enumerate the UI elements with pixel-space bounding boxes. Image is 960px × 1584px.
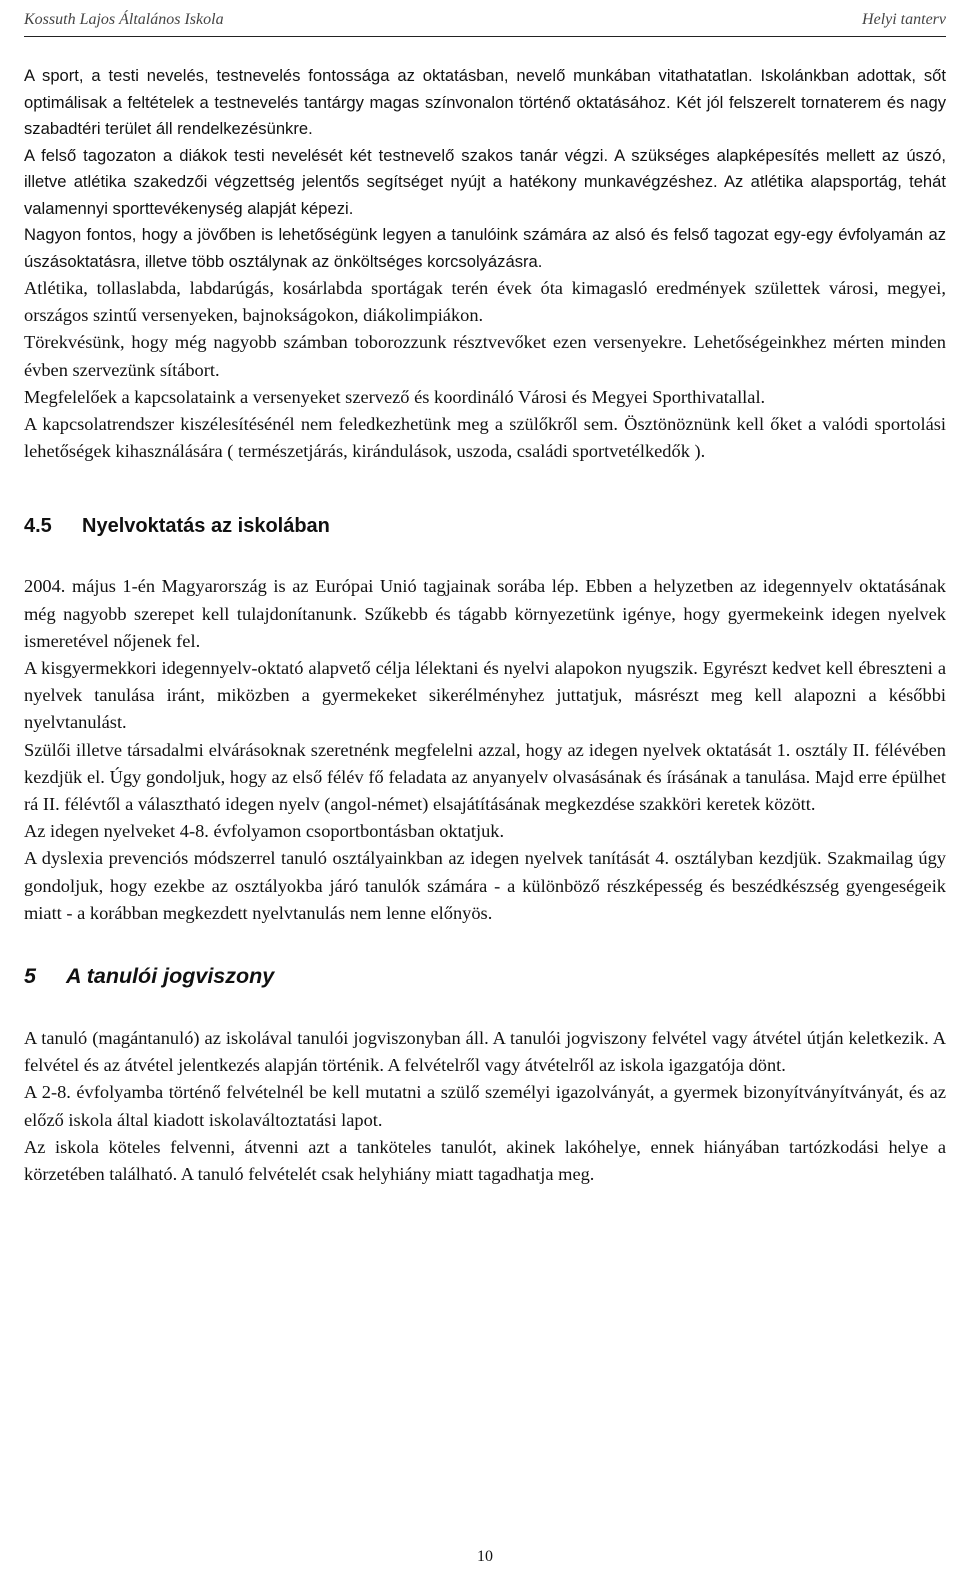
sport-paragraph-teachers: A felső tagozaton a diákok testi nevelését két testnevelő szakos tanár végzi. A szükséges alapképesítés mellett az úszó, illetve atlétika szakedzői végzettség jelentős segítséget nyújt a hatékony munkavégzéshez. Az atlétika alapsportág, tehát valamennyi sporttevékenység alapját képezi. bbox=[24, 145, 946, 218]
sport-paragraph-parents: A kapcsolatrendszer kiszélesítésénél nem feledkezhetünk meg a szülőkről sem. Ösztönöznünk kell őket a valódi sportolási lehetőségek kihasználására ( természetjárás, kirándulások, uszoda, családi sportvetélkedők ). bbox=[24, 414, 946, 462]
section-title: A tanulói jogviszony bbox=[66, 964, 275, 989]
sport-section bbox=[24, 63, 946, 465]
section-heading-student-status bbox=[24, 961, 946, 991]
student-status-section bbox=[24, 1025, 946, 1188]
status-paragraph-obligation: Az iskola köteles felvenni, átvenni azt a tanköteles tanulót, akinek lakóhelye, ennek hiányában tartózkodási helye a körzetében található. A tanuló felvételét csak helyhiány miatt tagadhatja meg. bbox=[24, 1136, 946, 1185]
page-number: 10 bbox=[477, 1548, 493, 1565]
page-content bbox=[24, 63, 946, 1188]
section-title: Nyelvoktatás az iskolában bbox=[82, 515, 330, 538]
language-section bbox=[24, 573, 946, 927]
sport-paragraph-competitions: Törekvésünk, hogy még nagyobb számban toborozzunk résztvevőket ezen versenyekre. Lehetőségeinkhez mérten minden évben szervezünk sítábort. bbox=[24, 332, 946, 380]
language-paragraph-goals: A kisgyermekkori idegennyelv-oktató alapvető célja lélektani és nyelvi alapokon nyugszik. Egyrészt kedvet kell ébreszteni a nyelvek tanulása iránt, miközben a gyermekeket sikerélményhez juttatjuk, másrészt meg kell alapozni a későbbi nyelvtanulást. bbox=[24, 658, 946, 733]
language-paragraph-groups: Az idegen nyelveket 4-8. évfolyamon csoportbontásban oktatjuk. bbox=[24, 821, 505, 842]
sport-paragraph-results: Atlétika, tollaslabda, labdarúgás, kosárlabda sportágak terén évek óta kimagasló eredmények születtek városi, megyei, országos szintű versenyeken, bajnokságokon, diákolimpiákon. bbox=[24, 278, 946, 326]
page-header bbox=[24, 6, 946, 37]
language-paragraph-eu: 2004. május 1-én Magyarország is az Európai Unió tagjainak sorába lép. Ebben a helyzetben az idegennyelv oktatásának még nagyobb szerepet kell tulajdonítanunk. Szűkebb és tágabb környezetünk igénye, hogy gyermekeink idegen nyelvek ismeretével nőjenek fel. bbox=[24, 576, 946, 651]
sport-paragraph-swimming: Nagyon fontos, hogy a jövőben is lehetőségünk legyen a tanulóink számára az alsó és felső tagozat egy-egy évfolyamán az úszásoktatásra, illetve több osztálynak az önköltséges korcsolyázásra. bbox=[24, 225, 946, 271]
status-paragraph-documents: A 2-8. évfolyamba történő felvételnél be kell mutatni a szülő személyi igazolványát, a gyermek bizonyítványítványát, és az előző iskola által kiadott iskolaváltoztatási lapot. bbox=[24, 1082, 946, 1130]
language-paragraph-dyslexia: A dyslexia prevenciós módszerrel tanuló osztályainkban az idegen nyelvek tanítását 4. osztályban kezdjük. Szakmailag úgy gondoljuk, hogy ezekbe az osztályokba járó tanulók számára - a különböző részképesség és beszédkészség gyengeségeik miatt - a korábban megkezdett nyelvtanulás nem lenne előnyös. bbox=[24, 848, 946, 923]
section-heading-language-teaching bbox=[24, 511, 946, 541]
header-document-title: Helyi tanterv bbox=[862, 11, 946, 28]
language-paragraph-start: Szülői illetve társadalmi elvárásoknak szeretnénk megfelelni azzal, hogy az idegen nyelvek oktatását 1. osztály II. félévében kezdjük el. Úgy gondoljuk, hogy az első félév fő feladata az anyanyelv olvasásának és írásának a tanulása. Majd erre épülhet rá II. félévtől a választható idegen nyelv (angol-német) elsajátításának megkezdése szakköri keretek között. bbox=[24, 739, 946, 815]
section-number: 5 bbox=[24, 964, 36, 989]
section-number: 4.5 bbox=[24, 515, 52, 538]
sport-paragraph-relations: Megfelelőek a kapcsolataink a versenyeket szervező és koordináló Városi és Megyei Sporthivatallal. bbox=[24, 386, 766, 407]
sport-paragraph-intro: A sport, a testi nevelés, testnevelés fontossága az oktatásban, nevelő munkában vitathatatlan. Iskolánkban adottak, sőt optimálisak a feltételek a testnevelés tantárgy magas színvonalon történő oktatásához. Két jól felszerelt tornaterem és nagy szabadtéri terület áll rendelkezésünkre. bbox=[24, 66, 946, 138]
header-school-name: Kossuth Lajos Általános Iskola bbox=[24, 11, 224, 28]
status-paragraph-admission: A tanuló (magántanuló) az iskolával tanulói jogviszonyban áll. A tanulói jogviszony felvétel vagy átvétel útján keletkezik. A felvétel és az átvétel jelentkezés alapján történik. A felvételről vagy átvételről az iskola igazgatója dönt. bbox=[24, 1028, 946, 1076]
